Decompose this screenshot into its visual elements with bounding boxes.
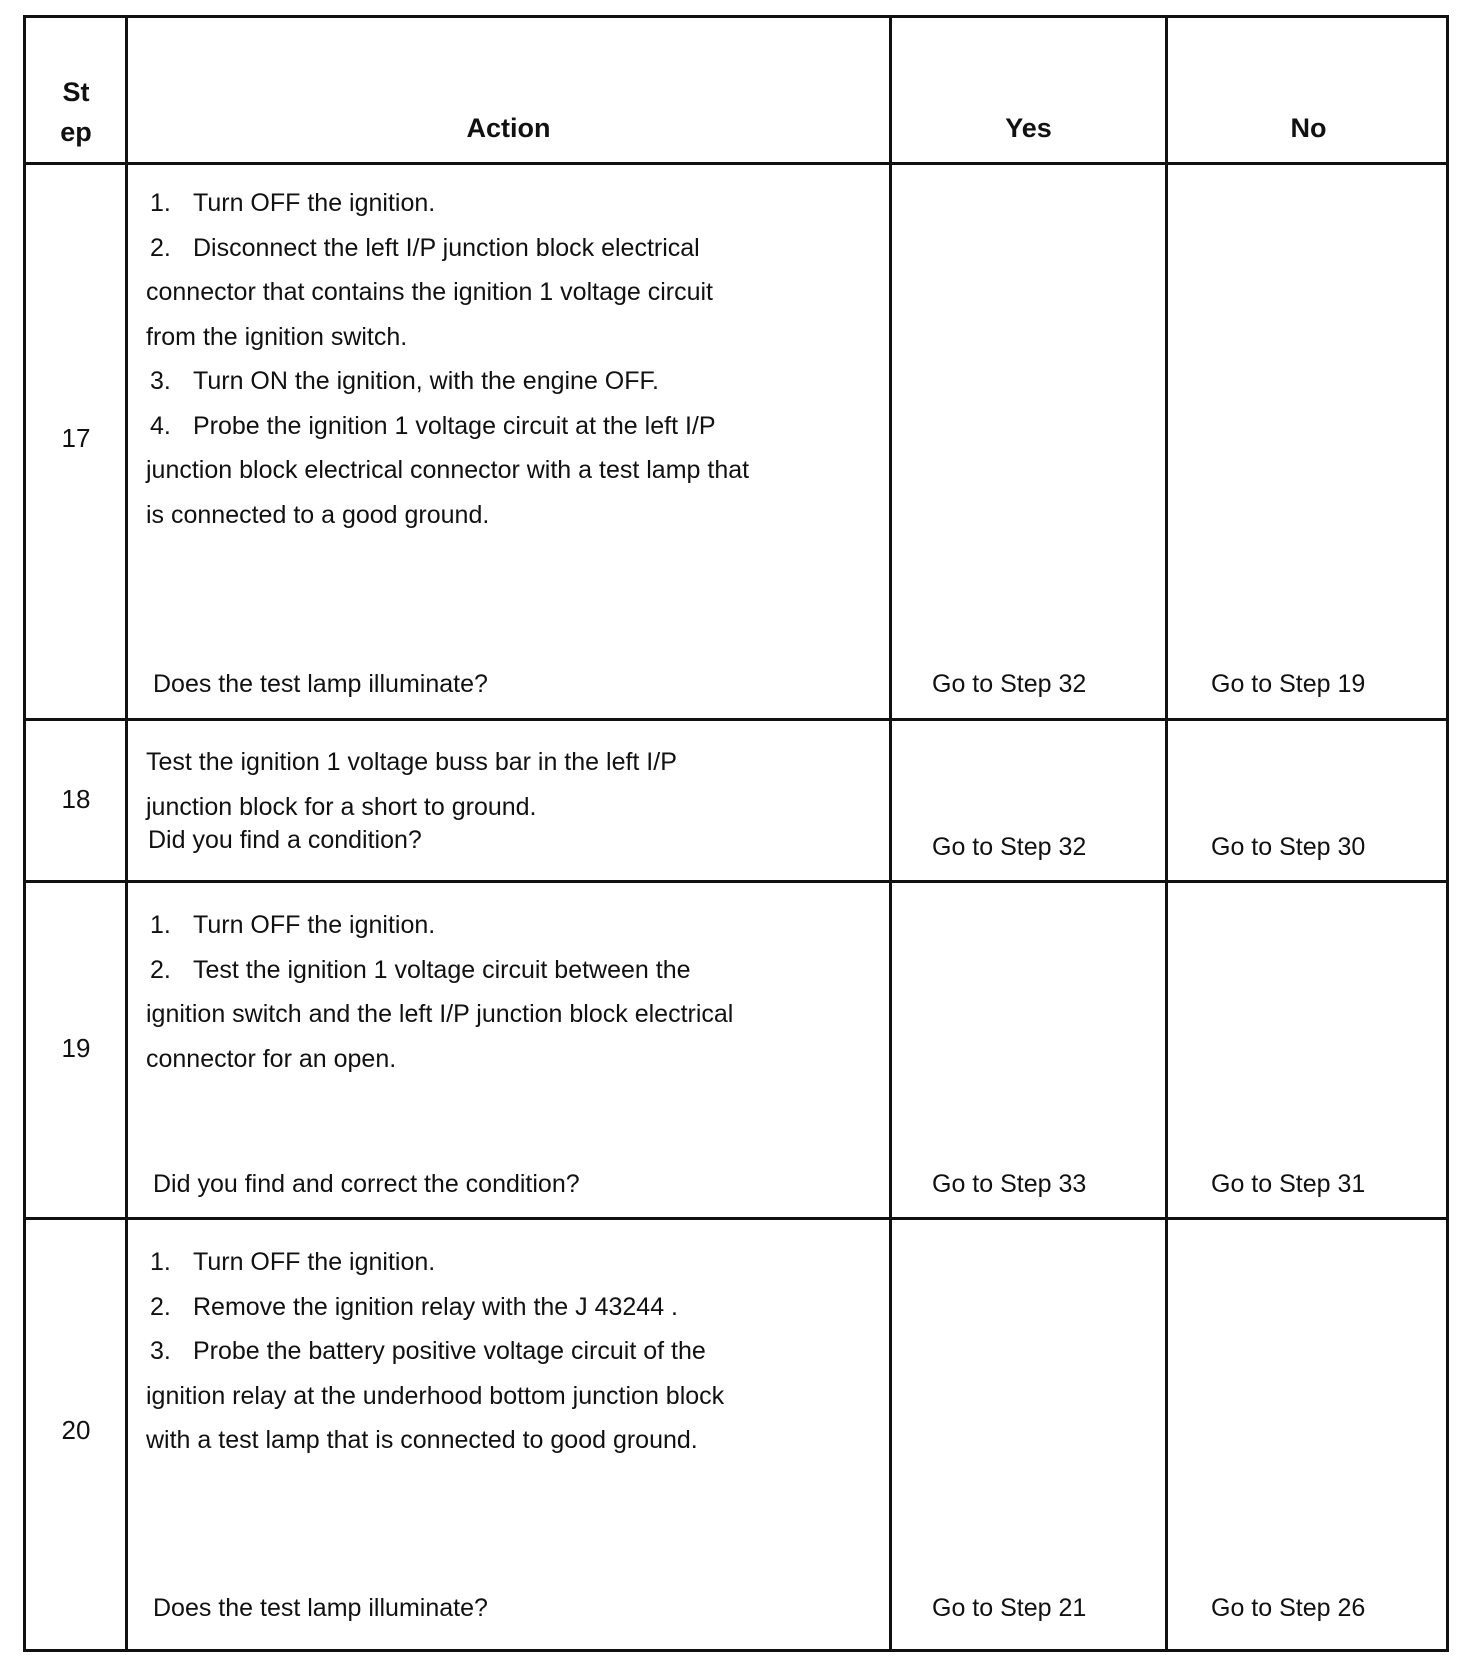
- line-text: from the ignition switch.: [146, 322, 408, 351]
- action-line: [146, 404, 796, 449]
- action-line: [146, 1329, 796, 1374]
- yes-outcome: Go to Step 32: [932, 833, 1087, 861]
- line-text: is connected to a good ground.: [146, 500, 490, 529]
- list-number: 3.: [150, 1337, 171, 1365]
- action-line: [146, 1418, 796, 1463]
- action-line: [146, 270, 796, 315]
- action-line: [146, 903, 796, 948]
- no-outcome: Go to Step 26: [1211, 1594, 1366, 1622]
- action-text: [146, 740, 796, 829]
- line-text: Turn OFF the ignition.: [193, 911, 436, 939]
- step-number: 18: [61, 784, 91, 814]
- action-line: [146, 1240, 796, 1285]
- diagnostic-table: [23, 15, 1449, 1652]
- line-text: junction block electrical connector with a test lamp that: [146, 456, 750, 484]
- line-text: ignition switch and the left I/P junction block electrical: [146, 1000, 734, 1028]
- list-number: 1.: [150, 1248, 171, 1276]
- header-step-line: ep: [60, 117, 92, 147]
- action-line: [146, 1285, 796, 1330]
- line-text: Test the ignition 1 voltage buss bar in the left I/P: [146, 748, 677, 776]
- list-number: 2.: [150, 1292, 171, 1321]
- list-number: 3.: [150, 367, 171, 395]
- action-line: [146, 448, 796, 493]
- action-line: [146, 315, 796, 360]
- question-text: Does the test lamp illuminate?: [153, 670, 488, 698]
- row-divider: [26, 162, 1446, 165]
- question-text: Does the test lamp illuminate?: [153, 1594, 488, 1622]
- column-divider: [125, 18, 128, 1649]
- question-text: Did you find and correct the condition?: [153, 1170, 580, 1198]
- line-text: Remove the ignition relay with the J 43244 .: [193, 1292, 678, 1321]
- column-divider: [1165, 18, 1168, 1649]
- yes-outcome: Go to Step 33: [932, 1170, 1087, 1198]
- list-number: 1.: [150, 189, 171, 217]
- action-line: [146, 1037, 796, 1082]
- action-line: [146, 948, 796, 993]
- action-line: [146, 785, 796, 830]
- action-text: [146, 1240, 796, 1463]
- header-step: [26, 72, 126, 152]
- yes-outcome: Go to Step 32: [932, 670, 1087, 698]
- list-number: 2.: [150, 233, 171, 262]
- header-step-line: St: [62, 77, 90, 107]
- no-outcome: Go to Step 30: [1211, 833, 1366, 861]
- list-number: 4.: [150, 411, 171, 440]
- question-text: Did you find a condition?: [148, 826, 422, 854]
- row-divider: [26, 1217, 1446, 1220]
- step-number: 17: [61, 423, 91, 453]
- header-action: Action: [466, 113, 551, 143]
- row-divider: [26, 718, 1446, 721]
- action-line: [146, 992, 796, 1037]
- line-text: ignition relay at the underhood bottom junction block: [146, 1381, 725, 1410]
- list-number: 2.: [150, 955, 171, 984]
- no-outcome: Go to Step 31: [1211, 1170, 1366, 1198]
- action-line: [146, 1374, 796, 1419]
- action-line: [146, 493, 796, 538]
- action-text: [146, 181, 796, 537]
- line-text: Turn OFF the ignition.: [193, 1248, 436, 1276]
- header-yes: Yes: [1005, 113, 1052, 143]
- action-line: [146, 181, 796, 226]
- list-number: 1.: [150, 911, 171, 939]
- line-text: connector for an open.: [146, 1044, 397, 1073]
- header-no: No: [1290, 113, 1327, 143]
- action-line: [146, 359, 796, 404]
- step-number: 19: [61, 1033, 91, 1063]
- line-text: Disconnect the left I/P junction block electrical: [193, 233, 700, 262]
- line-text: Turn OFF the ignition.: [193, 189, 436, 217]
- line-text: junction block for a short to ground.: [146, 792, 537, 821]
- step-number: 20: [61, 1415, 91, 1445]
- line-text: Probe the battery positive voltage circuit of the: [193, 1337, 706, 1365]
- line-text: connector that contains the ignition 1 voltage circuit: [146, 278, 714, 306]
- action-line: [146, 740, 796, 785]
- line-text: Test the ignition 1 voltage circuit between the: [193, 955, 691, 984]
- action-line: [146, 226, 796, 271]
- line-text: with a test lamp that is connected to good ground.: [146, 1426, 698, 1454]
- action-text: [146, 903, 796, 1081]
- line-text: Probe the ignition 1 voltage circuit at the left I/P: [193, 411, 716, 440]
- no-outcome: Go to Step 19: [1211, 670, 1366, 698]
- line-text: Turn ON the ignition, with the engine OFF.: [193, 367, 659, 395]
- column-divider: [889, 18, 892, 1649]
- row-divider: [26, 880, 1446, 883]
- yes-outcome: Go to Step 21: [932, 1594, 1087, 1622]
